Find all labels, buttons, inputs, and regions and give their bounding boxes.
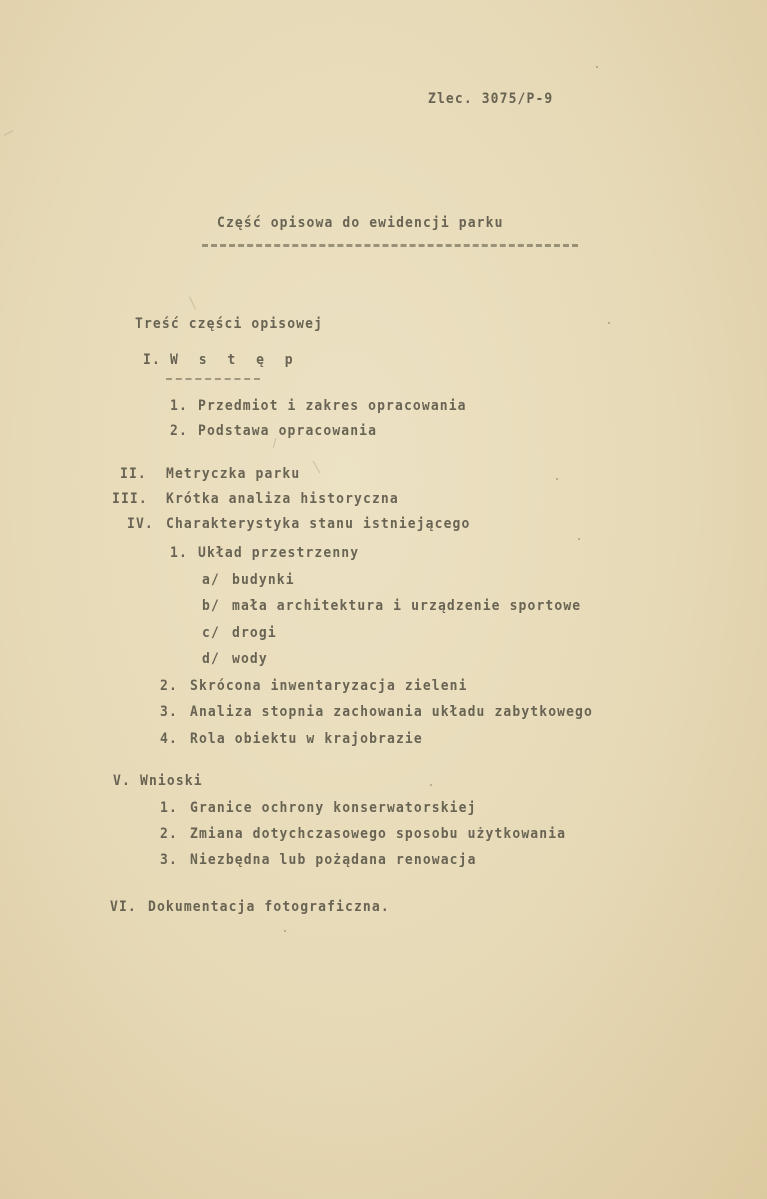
toc-item-label: W s t ę p: [170, 352, 300, 368]
toc-item-number: d/: [202, 651, 220, 667]
toc-item-number: 1.: [170, 545, 188, 561]
toc-item-label: Rola obiektu w krajobrazie: [190, 731, 423, 747]
toc-item-number: 1.: [160, 800, 178, 816]
paper-speck: [430, 784, 432, 786]
toc-item-number: I.: [143, 352, 161, 368]
paper-speck: [608, 322, 610, 324]
toc-item-number: V.: [113, 773, 131, 789]
reference-number: Zlec. 3075/P-9: [428, 91, 554, 107]
toc-item-number: b/: [202, 598, 220, 614]
toc-item-label: Krótka analiza historyczna: [166, 491, 399, 507]
toc-item-number: VI.: [110, 899, 137, 915]
toc-item-label: mała architektura i urządzenie sportowe: [232, 598, 582, 614]
toc-item-number: IV.: [127, 516, 154, 532]
toc-item-label: Skrócona inwentaryzacja zieleni: [190, 678, 468, 694]
toc-item-label: Niezbędna lub pożądana renowacja: [190, 852, 477, 868]
toc-item-label: Podstawa opracowania: [198, 423, 378, 439]
paper-speck: [578, 538, 580, 540]
document-title: Część opisowa do ewidencji parku: [217, 215, 504, 231]
paper-hair-mark: [313, 461, 321, 474]
toc-item-label: Zmiana dotychczasowego sposobu użytkowania: [190, 826, 567, 842]
paper-hair-mark: [189, 296, 196, 309]
toc-item-number: 3.: [160, 852, 178, 868]
toc-item-number: 4.: [160, 731, 178, 747]
toc-item-number: II.: [120, 466, 147, 482]
toc-item-label: Analiza stopnia zachowania układu zabytkowego: [190, 704, 593, 720]
toc-item-label: Granice ochrony konserwatorskiej: [190, 800, 477, 816]
toc-item-label: Układ przestrzenny: [198, 545, 360, 561]
toc-heading: Treść części opisowej: [135, 316, 324, 332]
toc-item-number: 2.: [160, 826, 178, 842]
paper-speck: [596, 66, 598, 68]
intro-dashed-underline: [166, 378, 260, 380]
paper-hair-mark: [273, 438, 277, 448]
toc-item-number: III.: [112, 491, 148, 507]
paper-hair-mark: [4, 130, 13, 136]
paper-speck: [284, 930, 286, 932]
toc-item-label: Przedmiot i zakres opracowania: [198, 398, 467, 414]
toc-item-label: Metryczka parku: [166, 466, 301, 482]
toc-item-label: drogi: [232, 625, 277, 641]
title-dashed-underline: [202, 244, 578, 247]
toc-item-label: Wnioski: [140, 773, 203, 789]
toc-item-number: a/: [202, 572, 220, 588]
paper-speck: [556, 478, 558, 480]
toc-item-number: c/: [202, 625, 220, 641]
toc-item-number: 1.: [170, 398, 188, 414]
toc-item-number: 2.: [160, 678, 178, 694]
toc-item-label: budynki: [232, 572, 295, 588]
toc-item-number: 2.: [170, 423, 188, 439]
toc-item-label: Dokumentacja fotograficzna.: [148, 899, 390, 915]
toc-item-label: Charakterystyka stanu istniejącego: [166, 516, 471, 532]
toc-item-label: wody: [232, 651, 268, 667]
toc-item-number: 3.: [160, 704, 178, 720]
